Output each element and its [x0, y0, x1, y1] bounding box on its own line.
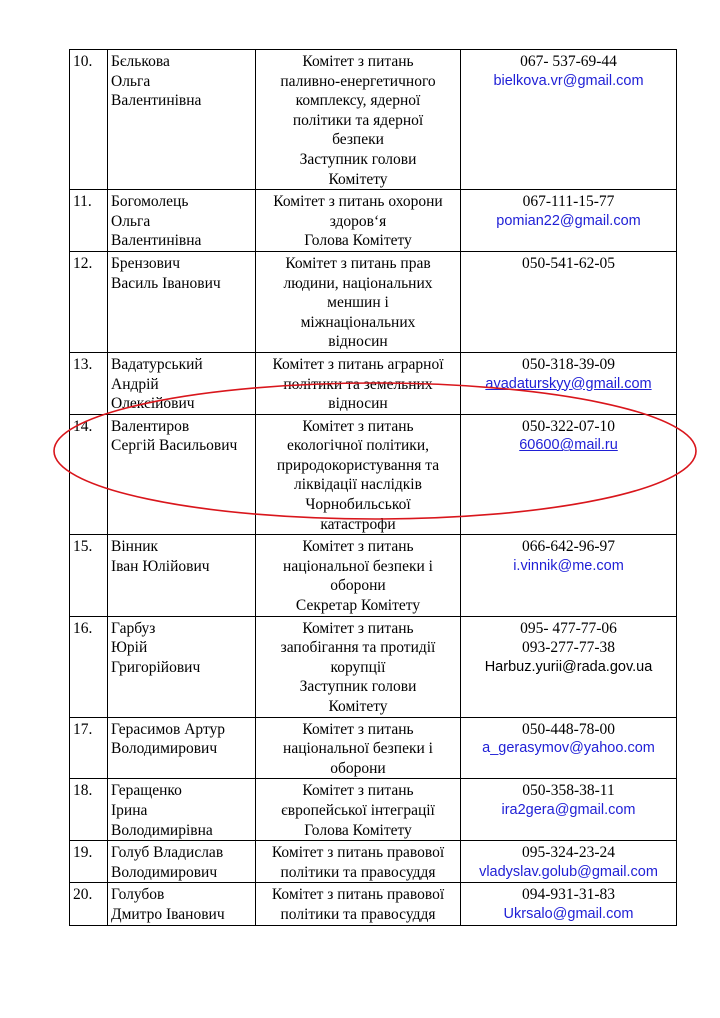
table-row [70, 190, 677, 252]
committee-line: безпеки [332, 131, 384, 149]
phone-number: 066-642-96-97 [522, 538, 615, 556]
person-name-cell [108, 190, 256, 252]
contact-cell [461, 190, 677, 252]
row-number: 16. [70, 616, 108, 717]
person-name-cell [108, 841, 256, 883]
person-name-cell [108, 414, 256, 535]
person-name-line: Голуб Владислав [111, 844, 224, 862]
phone-number: 093-277-77-38 [522, 639, 615, 657]
row-number: 19. [70, 841, 108, 883]
committee-line: відносин [328, 395, 388, 413]
row-number: 12. [70, 251, 108, 352]
row-number: 13. [70, 352, 108, 414]
committee-cell [256, 616, 461, 717]
person-name-cell [108, 535, 256, 616]
committee-line: екологічної політики, [287, 437, 429, 455]
row-number: 20. [70, 883, 108, 925]
person-name-line: Ольга [111, 212, 151, 230]
contact-cell [461, 616, 677, 717]
email-link[interactable]: avadaturskyy@gmail.com [485, 375, 652, 392]
committee-line: оборони [330, 577, 386, 595]
email-link[interactable]: Ukrsalo@gmail.com [503, 905, 634, 922]
row-number: 18. [70, 779, 108, 841]
committee-line: природокористування та [276, 456, 440, 474]
phone-number: 050-318-39-09 [522, 355, 615, 373]
person-name-line: Валентиров [111, 417, 190, 435]
table-row [70, 352, 677, 414]
committee-cell [256, 883, 461, 925]
person-name-line: Сергій Васильович [111, 437, 238, 455]
committee-line: Комітет з питань [302, 782, 414, 800]
committee-line: Комітет з питань охорони [273, 193, 443, 211]
committee-line: Чорнобильської [305, 496, 411, 514]
phone-number: 095-324-23-24 [522, 844, 615, 862]
committee-line: меншин і [327, 294, 389, 312]
committee-line: політики та земельних [283, 375, 433, 393]
phone-number: 067- 537-69-44 [520, 53, 617, 70]
committee-cell [256, 190, 461, 252]
person-name-cell [108, 883, 256, 925]
email-link[interactable]: ira2gera@gmail.com [501, 801, 636, 818]
committee-line: оборони [330, 759, 386, 777]
person-name-line: Володимирович [111, 740, 218, 758]
committee-cell [256, 535, 461, 616]
person-name-line: Геращенко [111, 782, 182, 800]
committee-line: Секретар Комітету [295, 597, 421, 615]
table-row [70, 717, 677, 779]
committee-line: Комітету [328, 170, 388, 188]
phone-number: 050-541-62-05 [522, 254, 615, 272]
committee-line: людини, національних [283, 274, 433, 292]
person-name-cell [108, 251, 256, 352]
phone-number: 095- 477-77-06 [520, 619, 617, 637]
person-name-line: Валентинівна [111, 232, 202, 250]
table-row [70, 50, 677, 190]
phone-number: 050-448-78-00 [522, 720, 615, 738]
phone-number: 067-111-15-77 [522, 193, 615, 211]
email-link[interactable]: bielkova.vr@gmail.com [493, 72, 644, 89]
person-name-line: Вінник [111, 538, 159, 556]
committee-line: національної безпеки і [283, 557, 433, 575]
phone-number: 050-358-38-11 [522, 782, 615, 800]
committee-line: відносин [328, 333, 388, 351]
person-name-line: Вадатурський [111, 355, 203, 373]
email-link[interactable]: Harbuz.yurii@rada.gov.ua [484, 658, 653, 675]
person-name-line: Голубов [111, 886, 165, 904]
committee-cell [256, 50, 461, 190]
person-name-line: Іван Юлійович [111, 557, 210, 575]
committee-line: паливно-енергетичного [280, 72, 436, 90]
committee-line: Комітету [328, 698, 388, 715]
committee-line: Комітет з питань прав [285, 254, 431, 272]
contact-cell [461, 414, 677, 535]
contact-cell [461, 352, 677, 414]
person-name-line: Герасимов Артур [111, 720, 226, 738]
table-row [70, 841, 677, 883]
committee-line: корупції [330, 658, 386, 676]
row-number: 14. [70, 414, 108, 535]
phone-number: 050-322-07-10 [522, 417, 615, 435]
person-name-line: Бєлькова [111, 53, 170, 70]
committee-line: Комітет з питань [302, 538, 414, 556]
row-number: 15. [70, 535, 108, 616]
committee-line: Комітет з питань правової [271, 844, 445, 862]
table-row [70, 779, 677, 841]
contact-cell [461, 883, 677, 925]
person-name-line: Дмитро Іванович [111, 905, 225, 923]
committee-line: Комітет з питань [302, 53, 414, 70]
committee-line: політики та ядерної [292, 111, 424, 129]
committee-line: Комітет з питань аграрної [272, 355, 444, 373]
person-name-cell [108, 50, 256, 190]
committee-line: катастрофи [320, 515, 396, 533]
committee-cell [256, 841, 461, 883]
committee-line: здоров‘я [329, 212, 387, 230]
committee-line: Голова Комітету [304, 821, 412, 839]
email-link[interactable]: i.vinnik@me.com [513, 557, 624, 574]
table-row [70, 414, 677, 535]
contact-cell [461, 251, 677, 352]
table-row [70, 251, 677, 352]
person-name-cell [108, 616, 256, 717]
committee-cell [256, 717, 461, 779]
person-name-line: Юрій [111, 639, 148, 657]
committee-cell [256, 779, 461, 841]
committee-line: національної безпеки і [283, 740, 433, 758]
committee-cell [256, 251, 461, 352]
committee-line: ліквідації наслідків [294, 476, 422, 494]
person-name-line: Ольга [111, 72, 151, 90]
contact-cell [461, 50, 677, 190]
email-link[interactable]: vladyslav.golub@gmail.com [479, 863, 658, 880]
email-link[interactable]: 60600@mail.ru [519, 437, 618, 454]
phone-number: 094-931-31-83 [522, 886, 615, 904]
committee-line: Голова Комітету [304, 232, 412, 250]
committee-line: політики та правосуддя [280, 863, 436, 881]
person-name-line: Григорійович [111, 658, 201, 676]
person-name-cell [108, 779, 256, 841]
email-link[interactable]: a_gerasymov@yahoo.com [482, 740, 655, 757]
committee-line: Комітет з питань [302, 619, 414, 637]
contact-cell [461, 779, 677, 841]
person-name-line: Олексійович [111, 395, 195, 413]
person-name-line: Валентинівна [111, 92, 202, 110]
person-name-line: Володимирович [111, 863, 218, 881]
committee-line: Комітет з питань правової [271, 886, 445, 904]
person-name-line: Ірина [111, 801, 148, 819]
row-number: 10. [70, 50, 108, 190]
person-name-line: Василь Іванович [111, 274, 221, 292]
contacts-table [69, 49, 677, 926]
committee-line: комплексу, ядерної [295, 92, 421, 110]
person-name-cell [108, 717, 256, 779]
committee-line: міжнаціональних [300, 313, 416, 331]
contact-cell [461, 841, 677, 883]
committee-line: європейської інтеграції [281, 801, 435, 819]
committee-cell [256, 414, 461, 535]
table-row [70, 883, 677, 925]
committee-cell [256, 352, 461, 414]
row-number: 17. [70, 717, 108, 779]
person-name-line: Володимирівна [111, 821, 213, 839]
row-number: 11. [70, 190, 108, 252]
committee-line: Заступник голови [299, 150, 417, 168]
contact-cell [461, 717, 677, 779]
committee-line: Комітет з питань [302, 417, 414, 435]
person-name-line: Брензович [111, 254, 181, 272]
contacts-table-body [70, 50, 677, 926]
committee-line: політики та правосуддя [280, 905, 436, 923]
committee-line: Комітет з питань [302, 720, 414, 738]
contact-cell [461, 535, 677, 616]
committee-line: запобігання та протидії [280, 639, 436, 657]
person-name-line: Гарбуз [111, 619, 156, 637]
person-name-line: Андрій [111, 375, 159, 393]
committee-line: Заступник голови [299, 678, 417, 696]
table-row [70, 535, 677, 616]
email-link[interactable]: pomian22@gmail.com [496, 212, 641, 229]
person-name-line: Богомолець [111, 193, 189, 211]
table-row [70, 616, 677, 717]
person-name-cell [108, 352, 256, 414]
